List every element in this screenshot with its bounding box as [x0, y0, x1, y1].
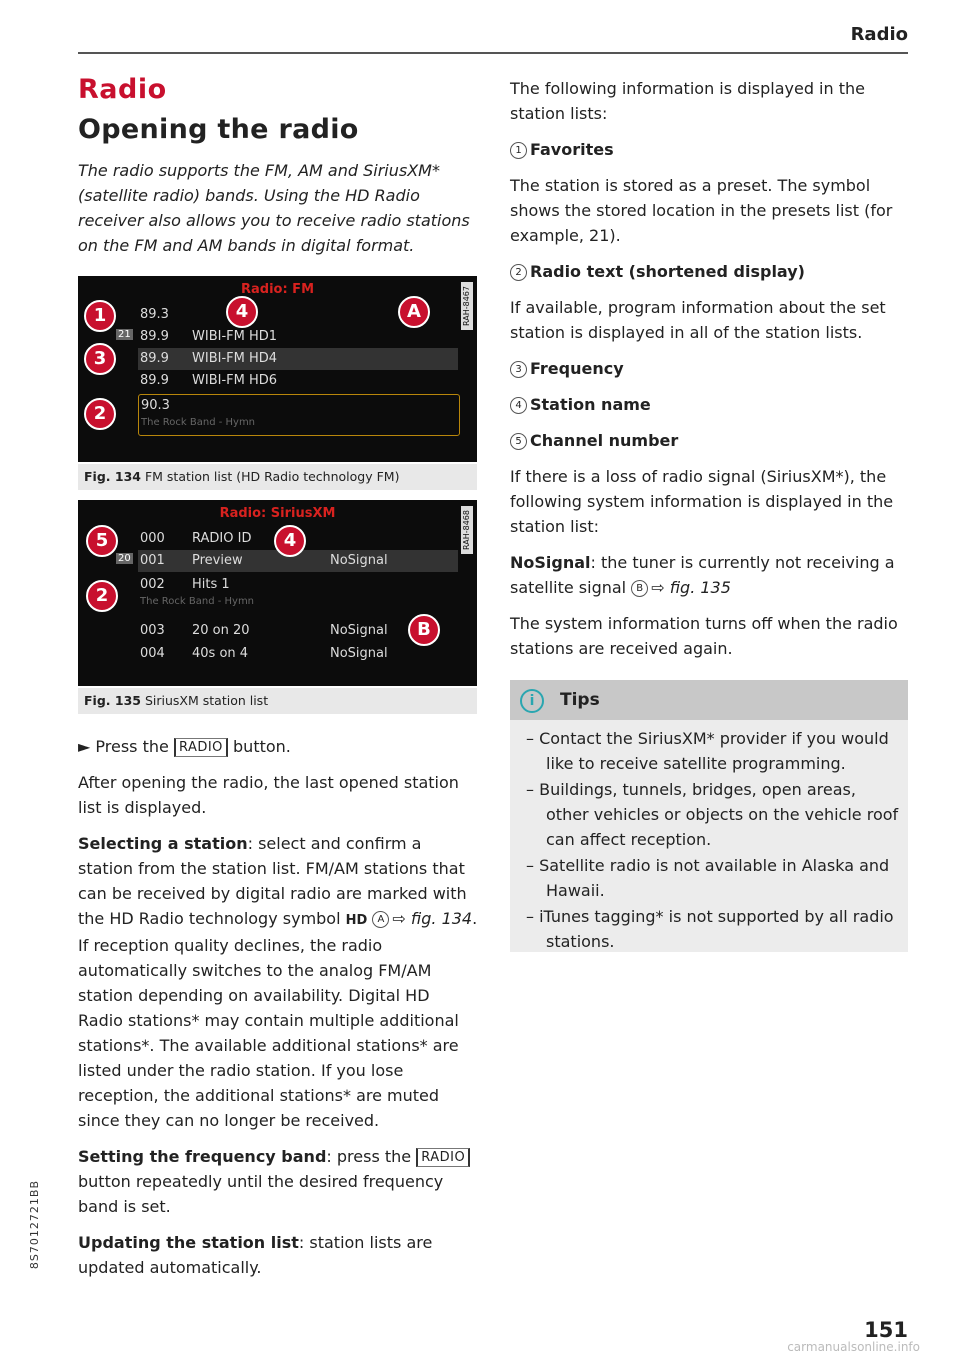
- text: . If reception quality declines, the radio automatically switches to the analog FM/AM station depending on availability. Digital HD Radio stations* may contain multiple additional stations*. The available additional stations* are listed under the radio station. If you lose reception, the additional stations* are muted since they can no longer be received.: [78, 909, 478, 1130]
- channel-name: Hits 1: [192, 577, 230, 592]
- tips-list: [526, 726, 900, 955]
- legend-label: Frequency: [530, 359, 624, 378]
- paragraph: The following information is displayed in the station lists:: [510, 79, 865, 123]
- callout-4: 4: [226, 296, 258, 328]
- callout-4: 4: [274, 525, 306, 557]
- station-name: WIBI-FM HD6: [192, 373, 278, 388]
- callout-A: A: [398, 296, 430, 328]
- legend-item: [510, 259, 908, 284]
- paragraph: If available, program information about the set station is displayed in all of the station lists.: [510, 298, 886, 342]
- legend-number: 3: [510, 361, 527, 378]
- figure-caption: [78, 464, 477, 490]
- page-number: 151: [864, 1318, 908, 1342]
- legend-item: [510, 428, 908, 453]
- status-text: NoSignal: [330, 623, 388, 638]
- channel-name: 40s on 4: [192, 646, 249, 661]
- paragraph-update-list: [78, 1230, 478, 1280]
- radio-key: RADIO: [416, 1148, 470, 1167]
- legend-label: Station name: [530, 395, 651, 414]
- callout-ref-b: B: [631, 580, 648, 597]
- siriusxm-station-list-screen: [78, 500, 477, 686]
- channel-row: [138, 574, 458, 614]
- caption-label: Fig. 135: [84, 693, 141, 708]
- header-rule: [78, 52, 908, 54]
- intro-text: The radio supports the FM, AM and SiriusXM* (satellite radio) bands. Using the HD Radio receiver also allows you to receive radio stations on the FM and AM bands in digital format.: [78, 161, 470, 255]
- legend-number: 2: [510, 264, 527, 281]
- step-text: button.: [233, 737, 291, 756]
- term: Selecting a station: [78, 834, 248, 853]
- callout-B: B: [408, 614, 440, 646]
- frequency: 90.3: [141, 398, 170, 413]
- caption-text: FM station list (HD Radio technology FM): [144, 469, 400, 484]
- legend-number: 5: [510, 433, 527, 450]
- callout-ref-a: A: [372, 911, 389, 928]
- legend-label: Radio text (shortened display): [530, 262, 805, 281]
- figure-ref: ⇨ fig. 134: [392, 909, 473, 928]
- document-code: 8S7012721BB: [28, 1180, 41, 1270]
- callout-1: 1: [84, 300, 116, 332]
- paragraph: The system information turns off when the radio stations are received again.: [510, 614, 898, 658]
- callout-2: 2: [86, 580, 118, 612]
- callout-5: 5: [86, 525, 118, 557]
- paragraph-nosignal: [510, 550, 908, 600]
- chapter-title: Radio: [78, 74, 167, 105]
- text: : select and confirm a station from the station list. FM/AM stations that can be received by digital radio are marked with the HD Radio technology symbol: [78, 834, 467, 928]
- tip-item: – Satellite radio is not available in Alaska and Hawaii.: [526, 856, 890, 900]
- caption-text: SiriusXM station list: [144, 693, 269, 708]
- radio-key: RADIO: [174, 738, 228, 757]
- channel-number: 003: [140, 623, 165, 638]
- figure-code: RAH-8468: [461, 506, 473, 554]
- channel-number: 002: [140, 577, 165, 592]
- tip-item: – Contact the SiriusXM* provider if you would like to receive satellite programming.: [526, 729, 889, 773]
- frequency: 89.9: [140, 329, 169, 344]
- text: : the tuner is currently not receiving a satellite signal: [510, 553, 895, 597]
- text: : press the: [326, 1147, 412, 1166]
- legend-item: [510, 356, 908, 381]
- frequency: 89.9: [140, 373, 169, 388]
- section-title: Opening the radio: [78, 114, 359, 145]
- hd-radio-icon: HD: [345, 913, 368, 928]
- station-row: [138, 370, 458, 392]
- channel-name: 20 on 20: [192, 623, 250, 638]
- preset-badge: 20: [118, 553, 131, 564]
- legend-number: 4: [510, 397, 527, 414]
- left-column-body: [78, 734, 478, 1280]
- legend-label: Favorites: [530, 140, 614, 159]
- channel-name: RADIO ID: [192, 531, 252, 546]
- legend-label: Channel number: [530, 431, 679, 450]
- legend-number: 1: [510, 142, 527, 159]
- screen-title: Radio: SiriusXM: [219, 506, 336, 521]
- preset-badge: 21: [118, 329, 131, 340]
- info-icon: i: [520, 689, 544, 713]
- legend-item: [510, 137, 908, 162]
- channel-number: 001: [140, 553, 165, 568]
- channel-number: 000: [140, 531, 165, 546]
- paragraph-frequency-band: [78, 1144, 478, 1219]
- term: Updating the station list: [78, 1233, 299, 1252]
- right-column-body: [510, 76, 908, 661]
- tip-item: – Buildings, tunnels, bridges, open areas, other vehicles or objects on the vehicle roof can affect reception.: [526, 780, 899, 849]
- caption-label: Fig. 134: [84, 469, 141, 484]
- fm-station-list-screen: [78, 276, 477, 462]
- status-text: NoSignal: [330, 553, 388, 568]
- channel-number: 004: [140, 646, 165, 661]
- term: Setting the frequency band: [78, 1147, 327, 1166]
- paragraph: The station is stored as a preset. The symbol shows the stored location in the presets list (for example, 21).: [510, 176, 893, 245]
- frequency: 89.9: [140, 351, 169, 366]
- tips-header: [510, 680, 908, 720]
- running-head: Radio: [850, 24, 908, 45]
- text: : station lists are updated automatically.: [78, 1233, 433, 1277]
- station-row: [118, 326, 458, 348]
- station-row-highlight: [138, 394, 460, 436]
- callout-3: 3: [84, 343, 116, 375]
- figure-caption: [78, 688, 477, 714]
- paragraph: After opening the radio, the last opened station list is displayed.: [78, 773, 459, 817]
- watermark: carmanualsonline.info: [787, 1340, 920, 1354]
- term: NoSignal: [510, 553, 591, 572]
- channel-row: [138, 643, 458, 665]
- legend-item: [510, 392, 908, 417]
- paragraph-selecting-station: [78, 831, 478, 1133]
- paragraph: If there is a loss of radio signal (SiriusXM*), the following system information is displayed in the station list:: [510, 467, 894, 536]
- tip-item: – iTunes tagging* is not supported by all radio stations.: [526, 907, 894, 951]
- step-text: ► Press the: [78, 737, 169, 756]
- radio-text: The Rock Band - Hymn: [140, 596, 255, 607]
- status-text: NoSignal: [330, 646, 388, 661]
- text: button repeatedly until the desired frequency band is set.: [78, 1172, 444, 1216]
- screen-title: Radio: FM: [240, 282, 315, 297]
- frequency: 89.3: [140, 307, 169, 322]
- station-row-selected: [138, 348, 458, 370]
- channel-name: Preview: [192, 553, 243, 568]
- callout-2: 2: [84, 398, 116, 430]
- tips-box: [510, 680, 908, 952]
- tips-heading: Tips: [560, 690, 600, 710]
- radio-text: The Rock Band - Hymn: [141, 417, 256, 428]
- figure-ref: ⇨ fig. 135: [651, 578, 731, 597]
- instruction-step: [78, 734, 478, 759]
- figure-code: RAH-8467: [461, 282, 473, 330]
- station-name: WIBI-FM HD1: [192, 329, 278, 344]
- station-name: WIBI-FM HD4: [192, 351, 278, 366]
